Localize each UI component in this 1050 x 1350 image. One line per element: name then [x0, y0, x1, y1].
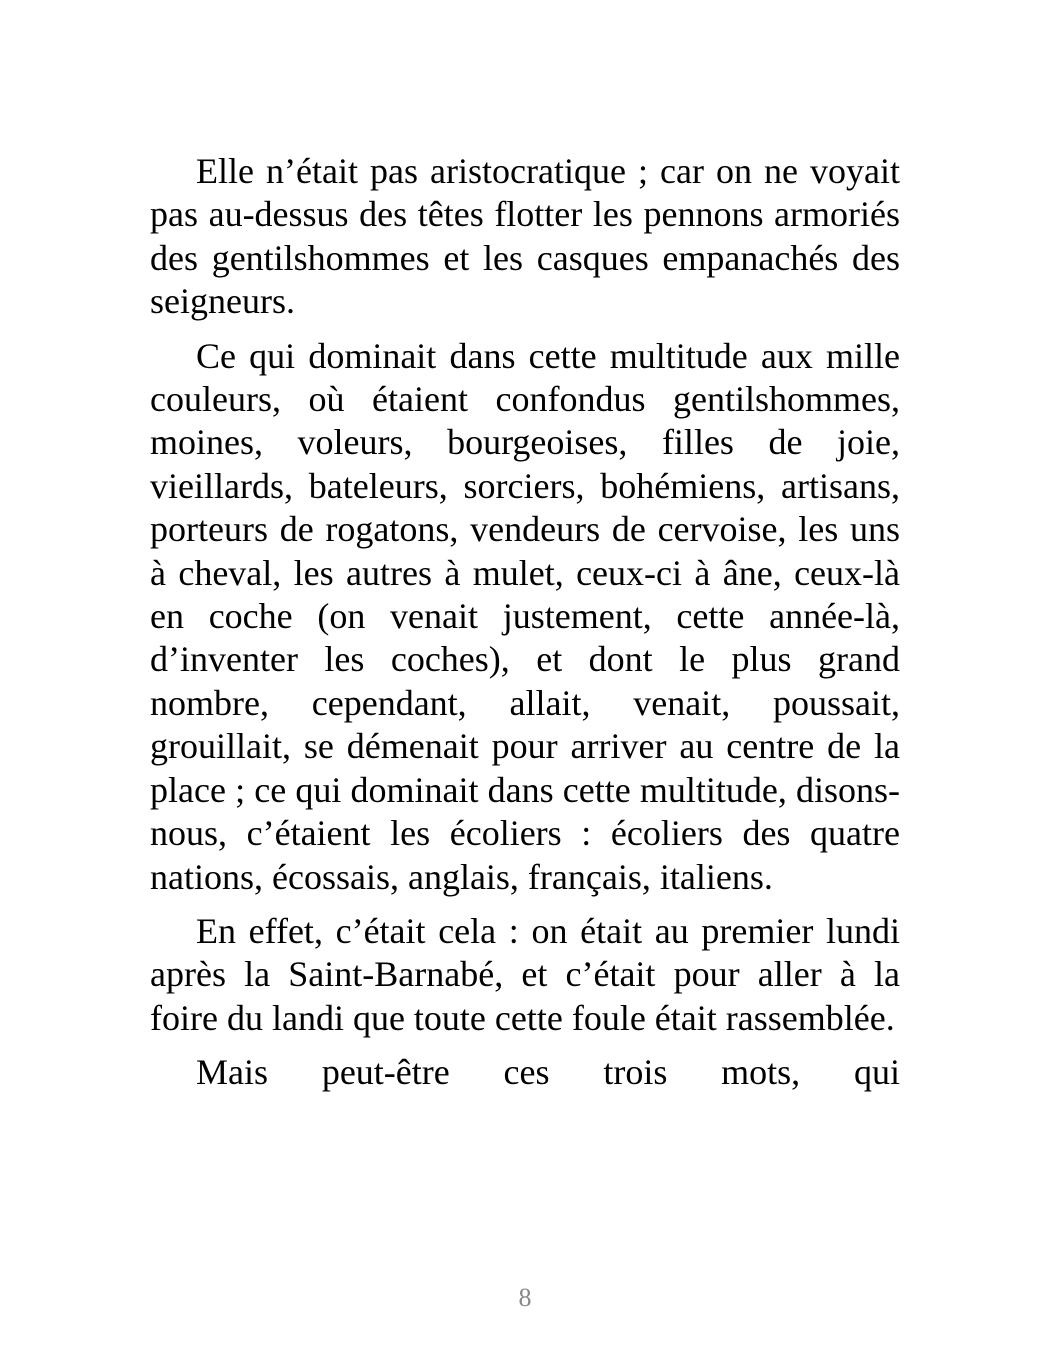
- paragraph-2: Ce qui dominait dans cette multitude aux mille couleurs, où étaient confondus gentilshommes, moines, voleurs, bourgeoises, filles de joie, vieillards, bateleurs, sorciers, bohémiens, artisans, porteurs de rogatons, vendeurs de cervoise, les uns à cheval, les autres à mulet, ceux-ci à âne, ceux-là en coche (on venait justement, cette année-là, d’inventer les coches), et dont le plus grand nombre, cependant, allait, venait, poussait, grouillait, se démenait pour arriver au centre de la place ; ce qui dominait dans cette multitude, disons-nous, c’étaient les écoliers : écoliers des quatre nations, écossais, anglais, français, italiens.: [150, 335, 900, 897]
- paragraph-4: Mais peut-être ces trois mots, qui: [196, 1052, 900, 1093]
- page-number: 8: [518, 1283, 532, 1312]
- paragraph-3: En effet, c’était cela : on était au premier lundi après la Saint-Barnabé, et c’était pour aller à la foire du landi que toute cette foule était rassemblée.: [150, 910, 900, 1038]
- body-text: [150, 150, 900, 1106]
- paragraph-1: Elle n’était pas aristocratique ; car on ne voyait pas au-dessus des têtes flotter les pennons armoriés des gentilshommes et les casques empanachés des seigneurs.: [150, 151, 900, 322]
